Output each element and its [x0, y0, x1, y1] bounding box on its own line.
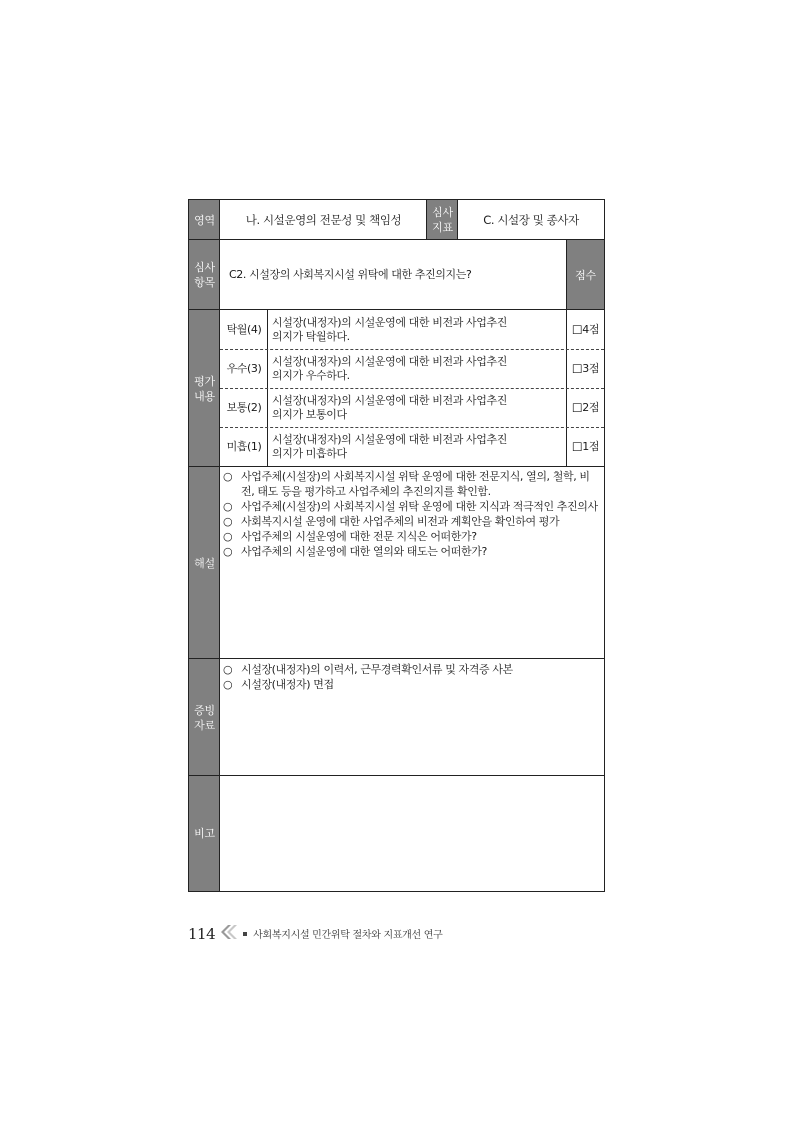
dashed-divider: [220, 349, 604, 350]
commentary-label: 해설: [194, 556, 215, 570]
score-checkbox[interactable]: ☐: [571, 361, 583, 376]
commentary-item: ○ 사회복지시설 운영에 대한 사업주체의 비전과 계획안을 확인하여 평가: [223, 515, 560, 528]
score-option-cell: [567, 349, 604, 388]
commentary-list: [221, 469, 600, 559]
chevron-left-icon: [219, 924, 239, 943]
score-option-label: 4점: [582, 322, 600, 336]
bullet-mark: ○: [223, 530, 233, 543]
grade-description-cell: [268, 388, 567, 427]
area-label: 영역: [194, 213, 215, 227]
evidence-list: [221, 662, 600, 692]
bullet-mark: ○: [223, 500, 233, 513]
bullet-mark: ○: [223, 663, 233, 676]
grade-cell: [220, 388, 268, 427]
score-option-label: 3점: [582, 361, 600, 375]
grade-description-cell: [268, 310, 567, 349]
score-checkbox[interactable]: ☐: [571, 440, 583, 454]
item-label: 심사 항목: [194, 261, 215, 289]
bullet-mark: ○: [223, 470, 233, 483]
score-label: 점수: [575, 268, 596, 282]
grade-description: 시설장(내정자)의 시설운영에 대한 비전과 사업추진 의지가 미흡하다: [272, 433, 507, 460]
grade-label: 우수(3): [226, 361, 262, 375]
commentary-item: ○ 사업주체의 시설운영에 대한 전문 지식은 어떠한가?: [223, 530, 477, 543]
evaluation-label: 평가 내용: [194, 374, 215, 403]
item-question: C2. 시설장의 사회복지시설 위탁에 대한 추진의지는?: [229, 268, 472, 281]
item-label-cell: [189, 240, 220, 310]
score-label-cell: [567, 240, 604, 310]
evaluation-form-table: [188, 199, 605, 892]
footer-square-icon: [243, 932, 247, 936]
indicator-value: C. 시설장 및 종사자: [483, 213, 579, 227]
dashed-divider: [220, 388, 604, 389]
commentary-item: ○ 사업주체의 시설운영에 대한 열의와 태도는 어떠한가?: [223, 545, 487, 558]
remarks-content: [220, 776, 604, 891]
page-number: 114: [188, 924, 216, 943]
commentary-item: ○ 사업주체(시설장)의 사회복지시설 위탁 운영에 대한 전문지식, 열의, 철학, 비전, 태도 등을 평가하고 사업주체의 추진의지를 확인함.: [223, 470, 590, 498]
page-footer: [188, 924, 443, 943]
evidence-label-cell: [189, 659, 220, 776]
grade-description: 시설장(내정자)의 시설운영에 대한 비전과 사업추진 의지가 보통이다: [272, 393, 507, 421]
column-divider: [566, 240, 567, 467]
row-divider: [189, 239, 604, 240]
grade-description: 시설장(내정자)의 시설운영에 대한 비전과 사업추진 의지가 탁월하다.: [272, 315, 507, 343]
dashed-divider: [220, 427, 604, 428]
grade-cell: [220, 427, 268, 467]
score-option-label: 1점: [582, 440, 600, 453]
grade-label: 미흡(1): [226, 440, 262, 453]
evidence-label: 증빙 자료: [194, 703, 215, 732]
score-checkbox[interactable]: ☐: [571, 322, 583, 337]
column-divider: [219, 200, 220, 891]
area-value: 나. 시설운영의 전문성 및 책임성: [245, 213, 402, 227]
grade-cell: [220, 310, 268, 349]
evidence-item: ○ 시설장(내정자)의 이력서, 근무경력확인서류 및 자격증 사본: [223, 663, 513, 676]
score-checkbox[interactable]: ☐: [571, 400, 583, 415]
grade-cell: [220, 349, 268, 388]
grade-label: 보통(2): [226, 400, 262, 414]
remarks-label: 비고: [194, 827, 215, 840]
bullet-mark: ○: [223, 545, 233, 558]
indicator-label-cell: [427, 200, 458, 240]
bullet-mark: ○: [223, 515, 233, 528]
footer-title: 사회복지시설 민간위탁 절차와 지표개선 연구: [253, 930, 443, 941]
row-divider: [189, 658, 604, 659]
commentary-label-cell: [189, 467, 220, 659]
grade-label: 탁월(4): [226, 322, 262, 336]
evidence-item: ○ 시설장(내정자) 면접: [223, 678, 334, 691]
grade-description: 시설장(내정자)의 시설운영에 대한 비전과 사업추진 의지가 우수하다.: [272, 354, 507, 382]
column-divider: [426, 200, 427, 240]
indicator-value-cell: [458, 200, 604, 240]
row-divider: [189, 466, 604, 467]
grade-description-cell: [268, 427, 567, 467]
evidence-content: [220, 659, 604, 776]
score-option-label: 2점: [582, 400, 600, 414]
commentary-item: ○ 사업주체(시설장)의 사회복지시설 위탁 운영에 대한 지식과 적극적인 추진의사: [223, 500, 598, 513]
score-option-cell: [567, 388, 604, 427]
grade-description-cell: [268, 349, 567, 388]
commentary-content: [220, 467, 604, 659]
evaluation-label-cell: [189, 310, 220, 467]
row-divider: [189, 775, 604, 776]
area-label-cell: [189, 200, 220, 240]
item-question-cell: [220, 240, 567, 310]
area-value-cell: [220, 200, 427, 240]
indicator-label: 심사 지표: [432, 206, 453, 234]
bullet-mark: ○: [223, 678, 233, 691]
remarks-label-cell: [189, 776, 220, 891]
row-divider: [189, 309, 604, 310]
score-option-cell: [567, 310, 604, 349]
score-option-cell: [567, 427, 604, 467]
column-divider: [457, 200, 458, 240]
